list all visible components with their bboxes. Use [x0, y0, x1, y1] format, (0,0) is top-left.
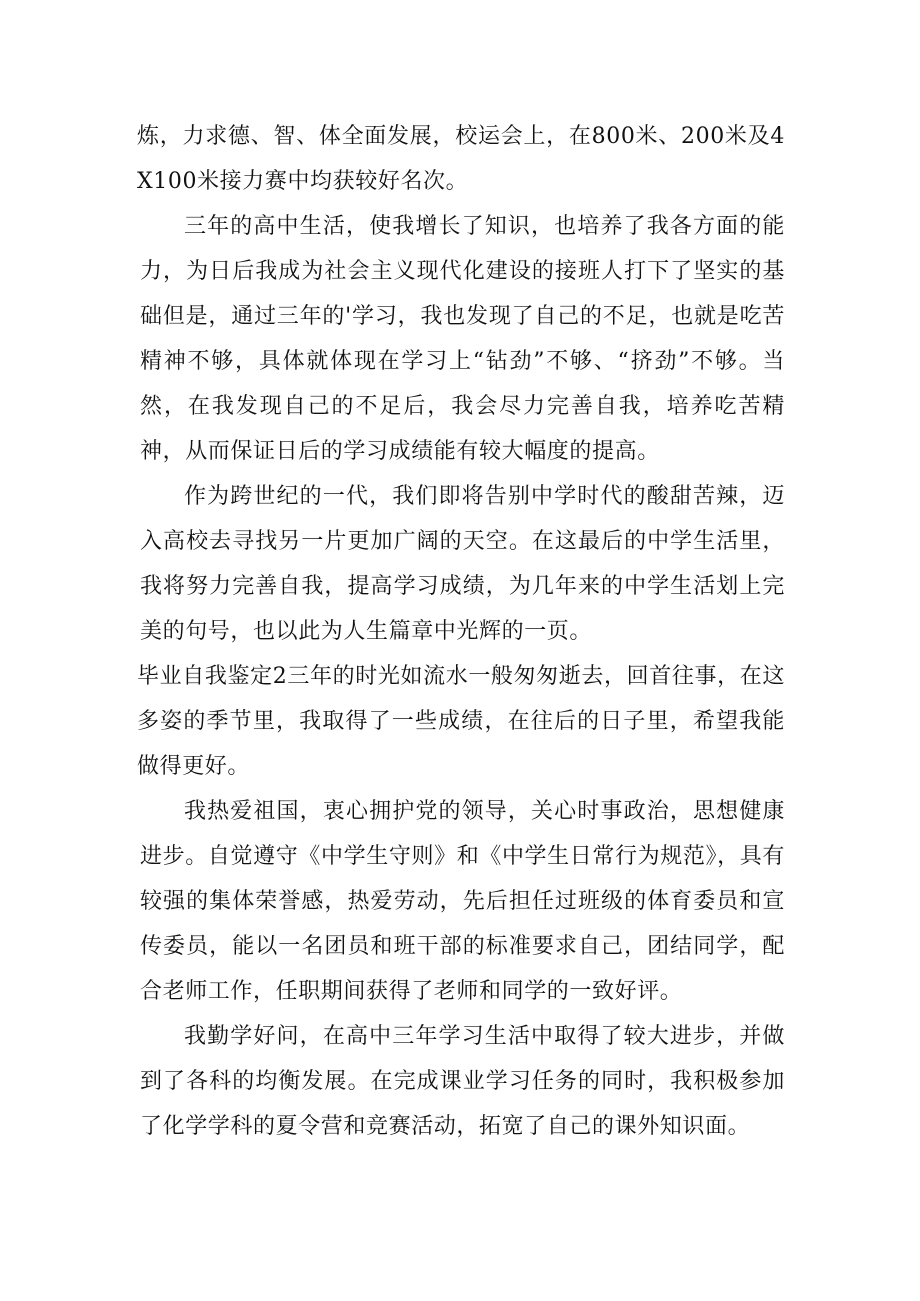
paragraph-1: 炼，力求德、智、体全面发展，校运会上，在800米、200米及4X100米接力赛中均获较好名次。	[137, 124, 785, 194]
paragraph-4: 毕业自我鉴定2三年的时光如流水一般匆匆逝去，回首往事，在这多姿的季节里，我取得了一些成绩，在往后的日子里，希望我能做得更好。	[137, 664, 785, 779]
paragraph-6: 我勤学好问，在高中三年学习生活中取得了较大进步，并做到了各科的均衡发展。在完成课业学习任务的同时，我积极参加了化学学科的夏令营和竞赛活动，拓宽了自己的课外知识面。	[140, 1024, 785, 1139]
paragraph-5: 我热爱祖国，衷心拥护党的领导，关心时事政治，思想健康进步。自觉遵守《中学生守则》和《中学生日常行为规范》，具有较强的集体荣誉感，热爱劳动，先后担任过班级的体育委员和宣传委员，能以一名团员和班干部的标准要求自己，团结同学，配合老师工作，任职期间获得了老师和同学的一致好评。	[140, 799, 785, 1004]
document-body	[137, 114, 785, 1149]
paragraph-3: 作为跨世纪的一代，我们即将告别中学时代的酸甜苦辣，迈入高校去寻找另一片更加广阔的天空。在这最后的中学生活里，我将努力完善自我，提高学习成绩，为几年来的中学生活划上完美的句号，也以此为人生篇章中光辉的一页。	[140, 484, 785, 644]
paragraph-2: 三年的高中生活，使我增长了知识，也培养了我各方面的能力，为日后我成为社会主义现代化建设的接班人打下了坚实的基础但是，通过三年的'学习，我也发现了自己的不足，也就是吃苦精神不够，具体就体现在学习上“钻劲”不够、“挤劲”不够。当然，在我发现自己的不足后，我会尽力完善自我，培养吃苦精神，从而保证日后的学习成绩能有较大幅度的提高。	[140, 214, 785, 464]
